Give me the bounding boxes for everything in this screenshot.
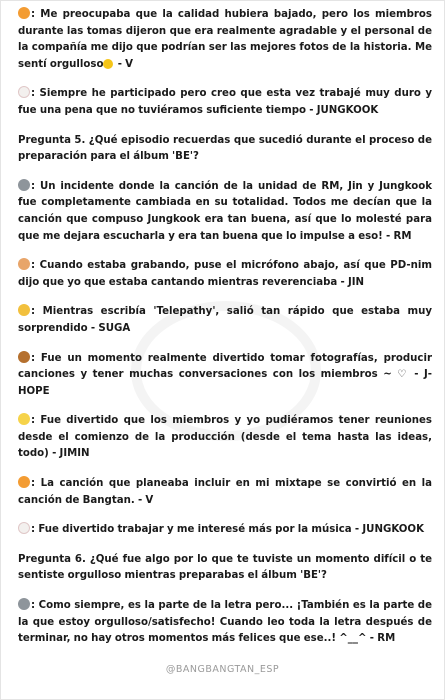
question-6: Pregunta 6. ¿Qué fue algo por lo que te tuviste un momento difícil o te sentiste orgulloso mientras preparabas el álbum 'BE'? bbox=[18, 553, 432, 582]
interview-text bbox=[18, 7, 432, 661]
answer-jhope: : Fue un momento realmente divertido tomar fotografías, producir canciones y tener muchas conversaciones con los miembros ~ ♡ - J-HOPE bbox=[18, 352, 432, 397]
tiger-icon bbox=[18, 7, 30, 19]
rabbit-icon bbox=[18, 86, 30, 98]
answer-rm-2: : Como siempre, es la parte de la letra pero... ¡También es la parte de la que estoy orgulloso/satisfecho! Cuando leo toda la letra después de terminar, no hay otros momentos más felices que ese..! ^__^ - RM bbox=[18, 600, 432, 645]
answer-jin: : Cuando estaba grabando, puse el micrófono abajo, así que PD-nim dijo que yo que estaba cantando mientras reverenciaba - JIN bbox=[18, 260, 432, 288]
question-5: Pregunta 5. ¿Qué episodio recuerdas que sucedió durante el proceso de preparación para el álbum 'BE'? bbox=[18, 134, 432, 163]
chick-icon bbox=[18, 413, 30, 425]
answer-jimin: : Fue divertido que los miembros y yo pudiéramos tener reuniones desde el comienzo de la producción (desde el tema hasta las ideas, todo) - JIMIN bbox=[18, 415, 432, 460]
answer-v-2: : La canción que planeaba incluir en mi mixtape se convirtió en la canción de Bangtan. - V bbox=[18, 478, 432, 506]
footer-credit: @BANGBANGTAN_ESP bbox=[165, 664, 280, 675]
rabbit-icon bbox=[18, 522, 30, 534]
koala-icon bbox=[18, 598, 30, 610]
tiger-icon bbox=[18, 476, 30, 488]
cat-icon bbox=[18, 304, 30, 316]
answer-jungkook-2: : Fue divertido trabajar y me interesé más por la música - JUNGKOOK bbox=[18, 522, 432, 539]
heart-icon: ♡ bbox=[397, 369, 409, 381]
answer-jungkook-1: : Siempre he participado pero creo que esta vez trabajé muy duro y fue una pena que no tuviéramos suficiente tiempo - JUNGKOOK bbox=[18, 88, 432, 116]
smile-icon bbox=[103, 59, 113, 69]
answer-v-1: : Me preocupaba que la calidad hubiera bajado, pero los miembros durante las tomas dijeron que era realmente agradable y el personal de la compañía me dijo que podrían ser las mejores fotos de la historia. Me sentí orgulloso - V bbox=[18, 9, 432, 70]
squirrel-icon bbox=[18, 351, 30, 363]
hamster-icon bbox=[18, 258, 30, 270]
answer-rm-1: : Un incidente donde la canción de la unidad de RM, Jin y Jungkook fue completamente cambiada en su totalidad. Todos me decían que la canción que compuso Jungkook era tan buena, así que lo molesté para que me dejara escucharla y era tan buena que lo impulse a eso! - RM bbox=[18, 180, 432, 242]
answer-suga: : Mientras escribía 'Telepathy', salió tan rápido que estaba muy sorprendido - SUGA bbox=[18, 306, 432, 334]
koala-icon bbox=[18, 179, 30, 191]
